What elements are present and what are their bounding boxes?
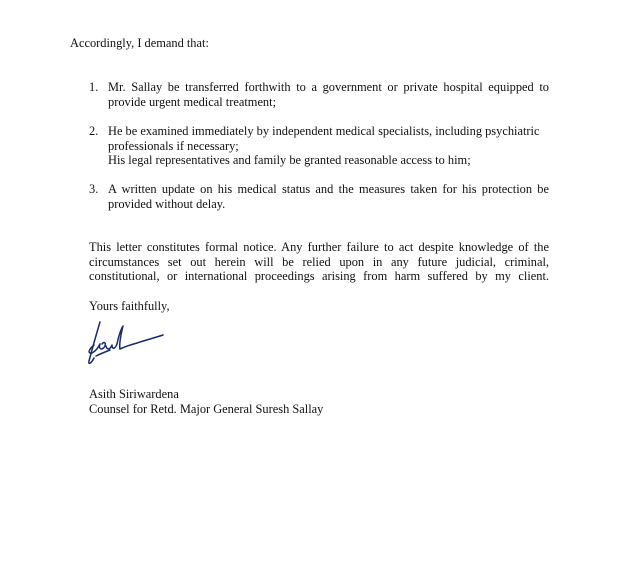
signature-image [84, 320, 168, 370]
demand-text [108, 124, 549, 168]
signatory-role: Counsel for Retd. Major General Suresh Sallay [89, 402, 324, 416]
demand-text [108, 80, 549, 109]
demand-line: A written update on his medical status and the measures taken for his protection be [108, 182, 549, 196]
demand-number: 1. [89, 80, 99, 94]
demand-number: 2. [89, 124, 99, 138]
notice-line: constitutional, or international proceedings arising from harm suffered by my client. [89, 269, 549, 284]
demand-line: Mr. Sallay be transferred forthwith to a government or private hospital equipped to [108, 80, 549, 94]
demand-line: professionals if necessary; [108, 138, 239, 153]
demand-number: 3. [89, 182, 99, 196]
closing-line: Yours faithfully, [89, 299, 170, 313]
notice-line: circumstances set out herein will be relied upon in any future judicial, criminal, [89, 254, 549, 269]
demand-line: He be examined immediately by independent medical specialists, including psychiatric [108, 124, 540, 138]
signature-graphic [84, 320, 168, 370]
demand-text [108, 182, 549, 211]
demand-line: His legal representatives and family be granted reasonable access to him; [108, 153, 471, 168]
notice-line: This letter constitutes formal notice. Any further failure to act despite knowledge of the [89, 240, 549, 254]
intro-line: Accordingly, I demand that: [70, 36, 209, 50]
demand-line: provide urgent medical treatment; [108, 94, 277, 109]
signatory-name: Asith Siriwardena [89, 387, 179, 401]
notice-paragraph [89, 240, 549, 284]
demand-line: provided without delay. [108, 196, 226, 211]
